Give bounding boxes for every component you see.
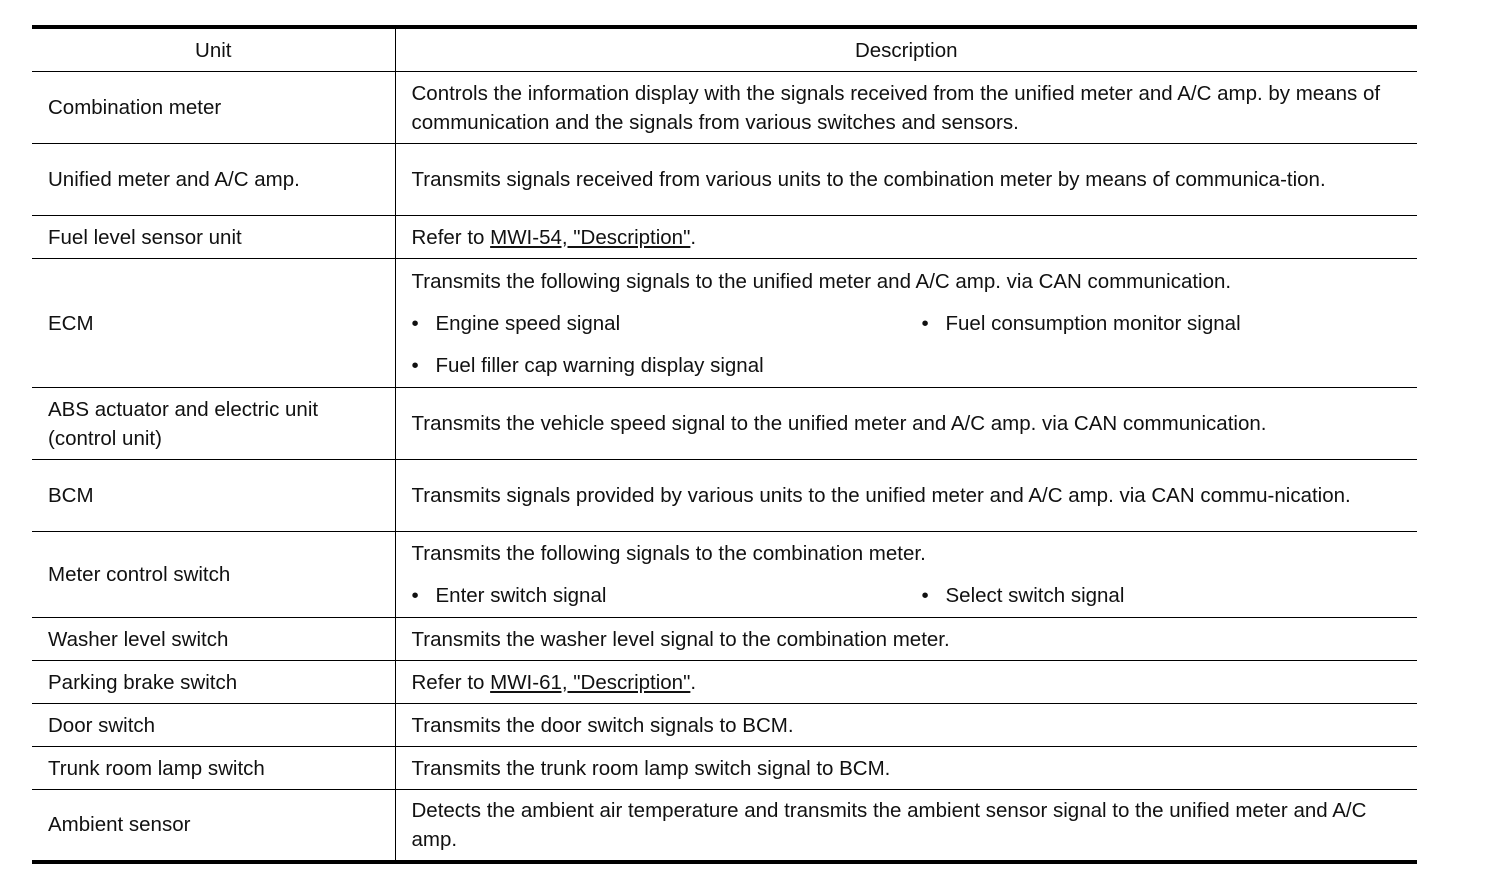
refer-suffix: . (690, 225, 697, 249)
table-row (32, 388, 1417, 460)
description-cell: Controls the information display with the signals received from the unified meter and A/C amp. by means of communication and the signals from various switches and sensors. (395, 72, 1417, 144)
description-cell: Transmits signals provided by various units to the unified meter and A/C amp. via CAN commu-nication. (395, 460, 1417, 532)
table-row (32, 259, 1417, 388)
table-row (32, 790, 1417, 862)
reference-link[interactable]: MWI-54, "Description" (490, 225, 691, 249)
bullet-list (412, 309, 1402, 380)
bullet-icon: • (411, 353, 419, 377)
description-cell: Transmits the vehicle speed signal to the unified meter and A/C amp. via CAN communication. (395, 388, 1417, 460)
table-row (32, 704, 1417, 747)
description-cell (395, 216, 1417, 259)
bullet-text: Fuel consumption monitor signal (945, 311, 1241, 335)
unit-cell: BCM (32, 460, 395, 532)
bullet-text: Fuel filler cap warning display signal (435, 353, 764, 377)
table-row (32, 747, 1417, 790)
bullet-text: Enter switch signal (435, 584, 607, 607)
description-cell: Transmits the door switch signals to BCM. (395, 704, 1417, 747)
unit-cell: Fuel level sensor unit (32, 216, 395, 259)
bullet-item (412, 309, 922, 338)
refer-prefix: Refer to (411, 225, 491, 249)
description-column-header: Description (395, 27, 1417, 72)
unit-cell: Unified meter and A/C amp. (32, 144, 395, 216)
bullet-icon: • (411, 584, 419, 607)
unit-cell: ABS actuator and electric unit (control unit) (32, 388, 395, 460)
table-header-row (32, 27, 1417, 72)
table-row (32, 216, 1417, 259)
unit-cell: Meter control switch (32, 532, 395, 618)
unit-description-table (32, 25, 1417, 864)
unit-cell: Washer level switch (32, 618, 395, 661)
reference-link[interactable]: MWI-61, "Description" (490, 670, 691, 694)
table-row (32, 532, 1417, 618)
unit-cell: Trunk room lamp switch (32, 747, 395, 790)
refer-suffix: . (690, 670, 697, 694)
description-cell: Transmits signals received from various units to the combination meter by means of communica-tion. (395, 144, 1417, 216)
table-row (32, 144, 1417, 216)
table-row (32, 460, 1417, 532)
bullet-item (412, 351, 922, 380)
bullet-icon: • (921, 584, 929, 607)
bullet-text: Engine speed signal (435, 311, 621, 335)
description-cell: Transmits the washer level signal to the combination meter. (395, 618, 1417, 661)
unit-cell: Door switch (32, 704, 395, 747)
table-row (32, 618, 1417, 661)
bullet-text: Select switch signal (945, 584, 1125, 607)
bullet-item (412, 581, 922, 610)
description-cell (395, 661, 1417, 704)
unit-cell: Parking brake switch (32, 661, 395, 704)
bullet-icon: • (411, 311, 419, 335)
unit-cell: Combination meter (32, 72, 395, 144)
description-cell: Transmits the trunk room lamp switch signal to BCM. (395, 747, 1417, 790)
description-cell: Detects the ambient air temperature and transmits the ambient sensor signal to the unified meter and A/C amp. (395, 790, 1417, 862)
unit-cell: ECM (32, 259, 395, 388)
description-cell (395, 259, 1417, 388)
description-cell (395, 532, 1417, 618)
unit-column-header: Unit (32, 27, 395, 72)
bullet-item (922, 581, 1402, 610)
unit-cell: Ambient sensor (32, 790, 395, 862)
refer-prefix: Refer to (411, 670, 491, 694)
bullet-item (922, 309, 1402, 338)
table-row (32, 661, 1417, 704)
table-row (32, 72, 1417, 144)
bullet-icon: • (921, 311, 929, 335)
bullet-list (412, 581, 1402, 610)
description-text: Transmits the following signals to the unified meter and A/C amp. via CAN communication. (411, 269, 1232, 293)
description-text: Transmits the following signals to the combination meter. (411, 542, 926, 565)
